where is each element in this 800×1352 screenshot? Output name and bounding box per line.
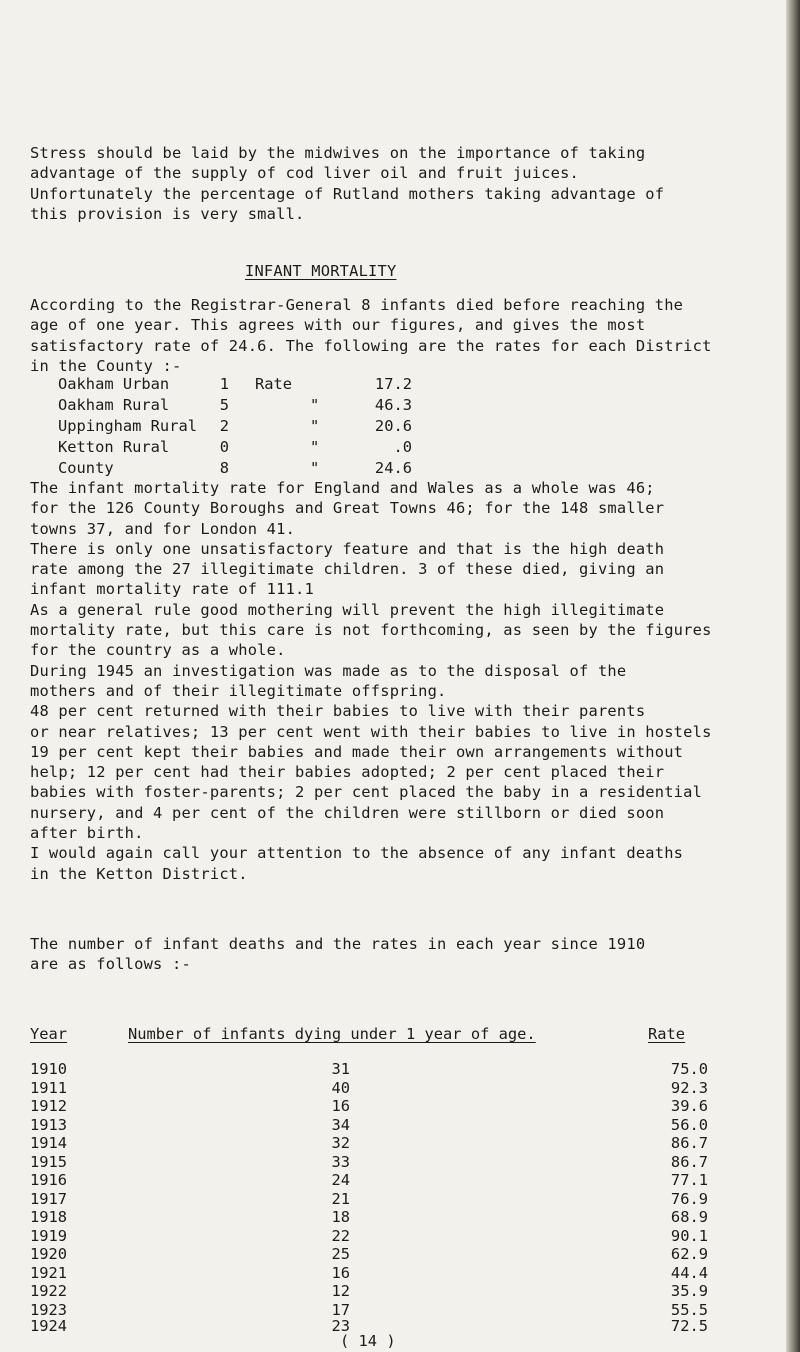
cell-rate: 92.3 xyxy=(670,1078,708,1097)
cell-number: 24 xyxy=(331,1171,350,1189)
cell-number: 22 xyxy=(331,1226,350,1245)
cell-year: 1924 xyxy=(30,1317,68,1335)
district-rate: 24.6 xyxy=(374,459,412,477)
table-row xyxy=(30,1134,750,1154)
cell-rate: 68.9 xyxy=(670,1208,708,1226)
text-line: babies with foster-parents; 2 per cent placed the baby in a residential xyxy=(30,783,703,802)
text-line: infant mortality rate of 111.1 xyxy=(30,580,314,599)
text-line: towns 37, and for London 41. xyxy=(30,519,296,538)
cell-rate: 86.7 xyxy=(670,1134,708,1152)
mortality-paragraph xyxy=(30,295,790,376)
text-line: rate among the 27 illegitimate children. 3 of these died, giving an xyxy=(30,560,665,579)
cell-year: 1919 xyxy=(30,1226,68,1245)
text-line: age of one year. This agrees with our figures, and gives the most xyxy=(30,316,646,335)
table-row xyxy=(30,1227,750,1247)
ditto-mark: " xyxy=(310,438,320,456)
table-header xyxy=(30,1025,750,1047)
text-line: There is only one unsatisfactory feature and that is the high death xyxy=(30,539,665,558)
district-row xyxy=(30,459,790,480)
page-number: ( 14 ) xyxy=(340,1332,396,1350)
text-line: During 1945 an investigation was made as to the disposal of the xyxy=(30,661,627,680)
cell-year: 1915 xyxy=(30,1152,68,1171)
cell-year: 1922 xyxy=(30,1282,68,1300)
header-number: Number of infants dying under 1 year of age. xyxy=(128,1025,536,1043)
cell-year: 1921 xyxy=(30,1263,68,1282)
table-row xyxy=(30,1282,750,1302)
table-intro-paragraph xyxy=(30,934,790,975)
discussion-paragraph xyxy=(30,478,790,884)
district-rate: 20.6 xyxy=(374,417,412,435)
table-row xyxy=(30,1264,750,1284)
cell-rate: 90.1 xyxy=(670,1226,708,1245)
district-name: Uppingham Rural xyxy=(58,417,197,435)
text-line: As a general rule good mothering will prevent the high illegitimate xyxy=(30,600,665,619)
cell-rate: 77.1 xyxy=(670,1171,708,1189)
cell-number: 31 xyxy=(331,1060,350,1078)
header-year: Year xyxy=(30,1025,68,1043)
cell-number: 17 xyxy=(331,1300,350,1319)
text-line: are as follows :- xyxy=(30,955,191,974)
text-line: I would again call your attention to the absence of any infant deaths xyxy=(30,844,684,863)
text-line: help; 12 per cent had their babies adopted; 2 per cent placed their xyxy=(30,763,665,782)
text-line: mothers and of their illegitimate offspring. xyxy=(30,681,447,700)
table-row xyxy=(30,1153,750,1173)
district-row xyxy=(30,438,790,459)
cell-number: 32 xyxy=(331,1134,350,1152)
cell-number: 23 xyxy=(331,1317,350,1335)
cell-year: 1910 xyxy=(30,1060,68,1078)
text-line: nursery, and 4 per cent of the children were stillborn or died soon xyxy=(30,803,665,822)
cell-rate: 86.7 xyxy=(670,1152,708,1171)
section-heading: INFANT MORTALITY xyxy=(245,262,397,280)
text-line: Unfortunately the percentage of Rutland mothers taking advantage of xyxy=(30,184,665,203)
text-line: or near relatives; 13 per cent went with their babies to live in hostels xyxy=(30,722,712,741)
cell-rate: 39.6 xyxy=(670,1097,708,1115)
text-line: mortality rate, but this care is not forthcoming, as seen by the figures xyxy=(30,621,712,640)
district-rate: .0 xyxy=(393,438,412,456)
cell-number: 34 xyxy=(331,1115,350,1134)
text-line: after birth. xyxy=(30,824,144,843)
district-row xyxy=(30,375,790,396)
cell-rate: 44.4 xyxy=(670,1263,708,1282)
text-line: The infant mortality rate for England and Wales as a whole was 46; xyxy=(30,479,655,497)
ditto-mark: " xyxy=(310,459,320,477)
ditto-mark: " xyxy=(310,396,320,414)
cell-year: 1918 xyxy=(30,1208,68,1226)
cell-rate: 76.9 xyxy=(670,1189,708,1208)
text-line: Stress should be laid by the midwives on the importance of taking xyxy=(30,144,646,162)
text-line: 48 per cent returned with their babies to live with their parents xyxy=(30,702,646,721)
text-line: for the 126 County Boroughs and Great Towns 46; for the 148 smaller xyxy=(30,499,665,518)
cell-year: 1916 xyxy=(30,1171,68,1189)
cell-year: 1923 xyxy=(30,1300,68,1319)
table-row xyxy=(30,1171,750,1191)
cell-rate: 56.0 xyxy=(670,1115,708,1134)
district-deaths: 2 xyxy=(219,417,229,435)
district-deaths: 0 xyxy=(219,438,229,456)
cell-year: 1917 xyxy=(30,1189,68,1208)
cell-year: 1913 xyxy=(30,1115,68,1134)
district-deaths: 8 xyxy=(219,459,229,477)
cell-year: 1914 xyxy=(30,1134,68,1152)
cell-number: 21 xyxy=(331,1189,350,1208)
table-row xyxy=(30,1116,750,1136)
intro-paragraph xyxy=(30,143,790,224)
cell-rate: 72.5 xyxy=(670,1317,708,1335)
cell-number: 16 xyxy=(331,1263,350,1282)
table-row xyxy=(30,1208,750,1228)
text-line: satisfactory rate of 24.6. The following are the rates for each District xyxy=(30,336,712,355)
table-row xyxy=(30,1060,750,1080)
text-line: 19 per cent kept their babies and made their own arrangements without xyxy=(30,742,684,761)
district-deaths: 1 xyxy=(219,375,229,393)
cell-rate: 55.5 xyxy=(670,1300,708,1319)
district-rate: 46.3 xyxy=(374,396,412,414)
cell-year: 1920 xyxy=(30,1245,68,1263)
text-line: this provision is very small. xyxy=(30,204,305,223)
text-line: in the County :- xyxy=(30,356,182,375)
district-row xyxy=(30,417,790,438)
table-row xyxy=(30,1190,750,1210)
cell-year: 1911 xyxy=(30,1078,68,1097)
table-row xyxy=(30,1097,750,1117)
cell-year: 1912 xyxy=(30,1097,68,1115)
district-name: County xyxy=(58,459,114,477)
cell-number: 12 xyxy=(331,1282,350,1300)
district-name: Oakham Urban xyxy=(58,375,170,393)
ditto-mark: " xyxy=(310,417,320,435)
cell-rate: 75.0 xyxy=(670,1060,708,1078)
cell-number: 18 xyxy=(331,1208,350,1226)
text-line: According to the Registrar-General 8 infants died before reaching the xyxy=(30,296,684,314)
cell-number: 33 xyxy=(331,1152,350,1171)
district-name: Ketton Rural xyxy=(58,438,170,456)
table-row xyxy=(30,1079,750,1099)
district-rate: 17.2 xyxy=(374,375,412,393)
cell-number: 16 xyxy=(331,1097,350,1115)
cell-number: 40 xyxy=(331,1078,350,1097)
table-row xyxy=(30,1245,750,1265)
district-row xyxy=(30,396,790,417)
text-line: in the Ketton District. xyxy=(30,864,248,883)
header-rate: Rate xyxy=(648,1025,686,1043)
cell-rate: 62.9 xyxy=(670,1245,708,1263)
cell-rate: 35.9 xyxy=(670,1282,708,1300)
district-name: Oakham Rural xyxy=(58,396,170,414)
text-line: for the country as a whole. xyxy=(30,641,286,660)
district-deaths: 5 xyxy=(219,396,229,414)
text-line: The number of infant deaths and the rates in each year since 1910 xyxy=(30,935,646,953)
cell-number: 25 xyxy=(331,1245,350,1263)
text-line: advantage of the supply of cod liver oil and fruit juices. xyxy=(30,164,580,183)
rate-label: Rate xyxy=(255,375,293,393)
